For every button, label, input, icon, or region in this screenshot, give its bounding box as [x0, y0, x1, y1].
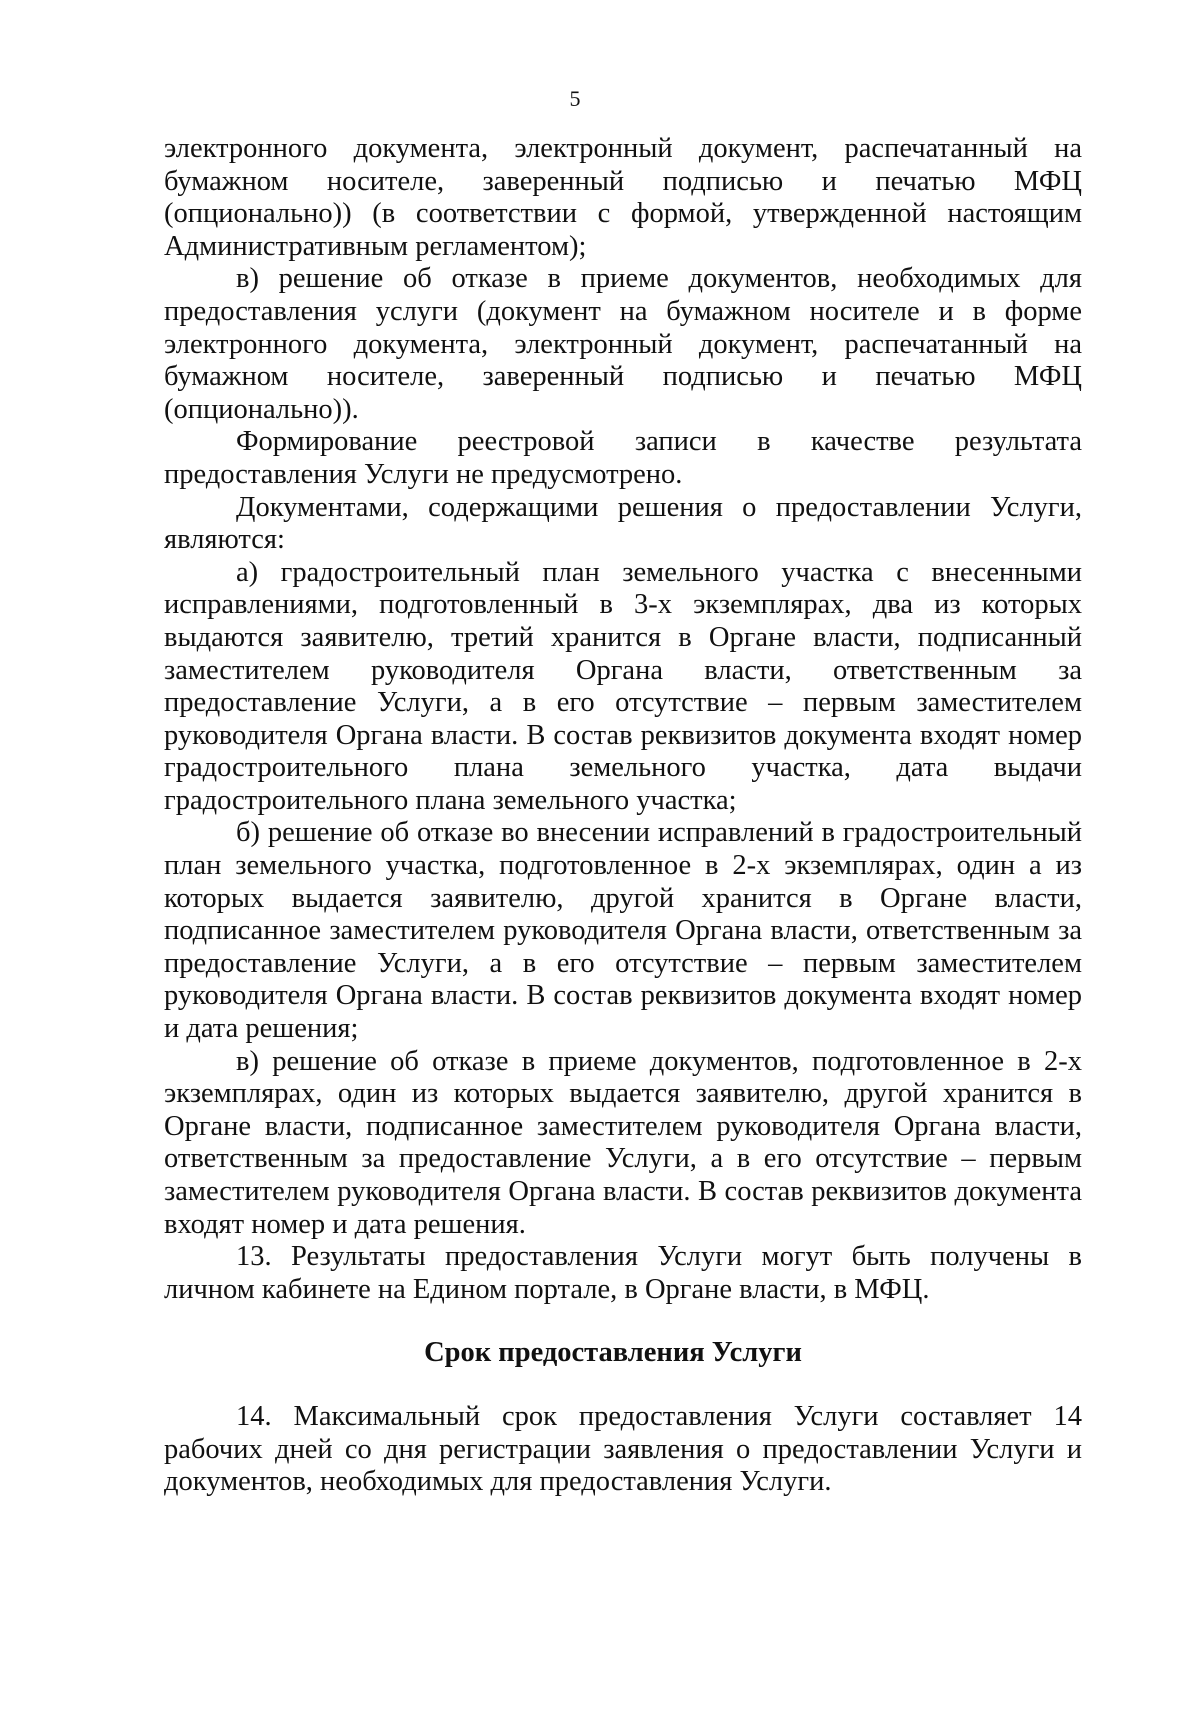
paragraph-item-b-refusal: б) решение об отказе во внесении исправлений в градостроительный план земельного участка, подготовленное в 2-х экземплярах, один а из которых выдается заявителю, другой хранится в Органе власти, подписанное заместителем руководителя Органа власти, ответственным за предоставление Услуги, а в его отсутствие – первым заместителем руководителя Органа власти. В состав реквизитов документа входят номер и дата решения; — [164, 817, 1082, 1045]
page-number: 5 — [569, 86, 581, 111]
paragraph-item-v-refusal: в) решение об отказе в приеме документов, необходимых для предоставления услуги (документ на бумажном носителе и в форме электронного документа, электронный документ, распечатанный на бумажном носителе, заверенный подписью и печатью МФЦ (опционально)). — [164, 263, 1082, 425]
paragraph-14-term: 14. Максимальный срок предоставления Услуги составляет 14 рабочих дней со дня регистрации заявления о предоставлении Услуги и документов, необходимых для предоставления Услуги. — [164, 1400, 1082, 1498]
paragraph-decision-documents: Документами, содержащими решения о предоставлении Услуги, являются: — [164, 491, 1082, 556]
paragraph-item-v-refusal-acceptance: в) решение об отказе в приеме документов, подготовленное в 2-х экземплярах, один из которых выдается заявителю, другой хранится в Органе власти, подписанное заместителем руководителя Органа власти, ответственным за предоставление Услуги, а в его отсутствие – первым заместителем руководителя Органа власти. В состав реквизитов документа входят номер и дата решения. — [164, 1045, 1082, 1240]
section-heading: Срок предоставления Услуги — [424, 1337, 802, 1369]
paragraph-13-results: 13. Результаты предоставления Услуги могут быть получены в личном кабинете на Едином портале, в Органе власти, в МФЦ. — [164, 1241, 1082, 1305]
paragraph-continuation: электронного документа, электронный документ, распечатанный на бумажном носителе, заверенный подписью и печатью МФЦ (опционально)) (в соответствии с формой, утвержденной настоящим Административным регламентом); — [164, 133, 1082, 262]
paragraph-item-a-plan: а) градостроительный план земельного участка с внесенными исправлениями, подготовленный в 3-х экземплярах, два из которых выдаются заявителю, третий хранится в Органе власти, подписанный заместителем руководителя Органа власти, ответственным за предоставление Услуги, а в его отсутствие – первым заместителем руководителя Органа власти. В состав реквизитов документа входят номер градостроительного плана земельного участка, дата выдачи градостроительного плана земельного участка; — [164, 556, 1082, 816]
paragraph-registry-record: Формирование реестровой записи в качестве результата предоставления Услуги не предусмотрено. — [164, 426, 1082, 490]
document-body — [164, 133, 1082, 1499]
